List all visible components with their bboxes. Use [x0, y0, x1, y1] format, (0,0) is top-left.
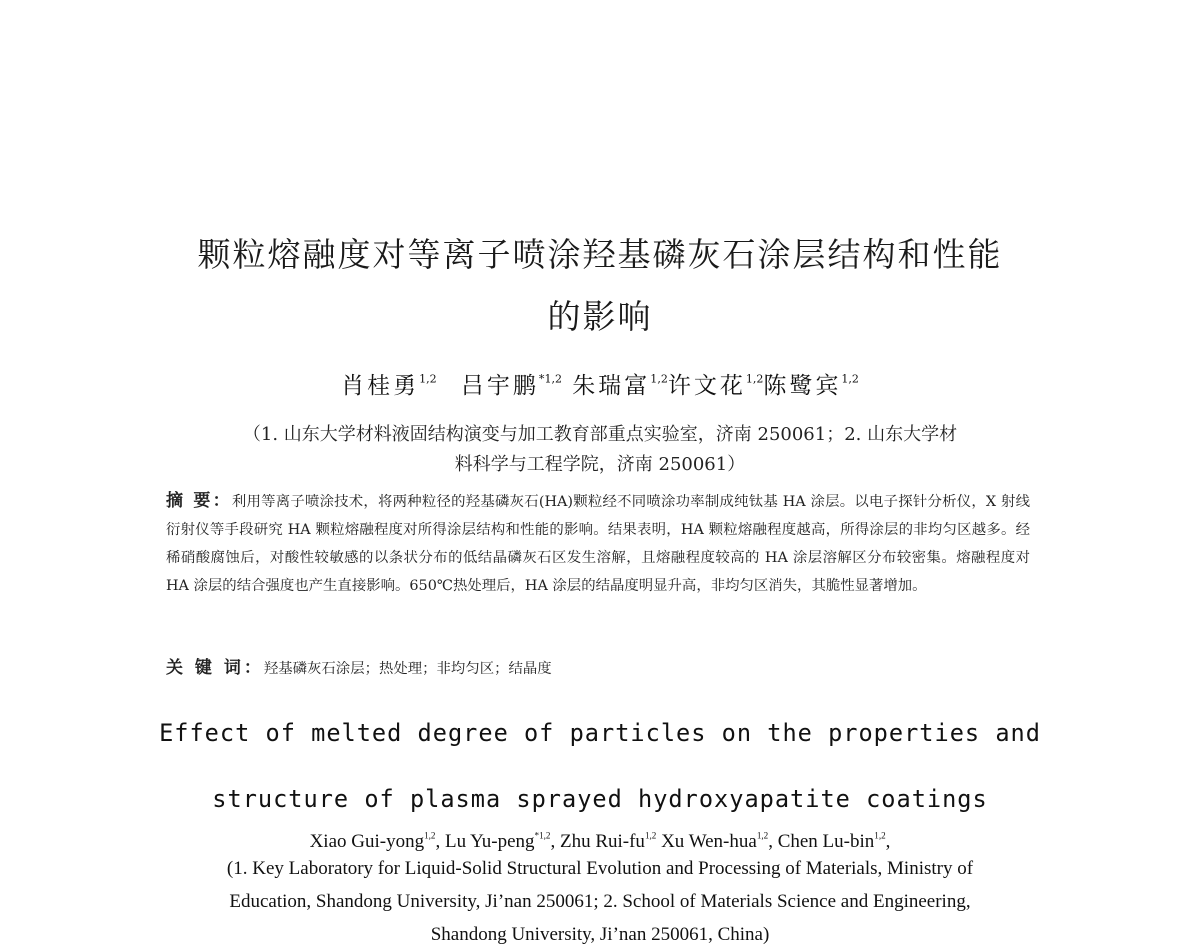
chinese-title-line-1: 颗粒熔融度对等离子喷涂羟基磷灰石涂层结构和性能: [197, 235, 1003, 274]
chinese-affiliation: [165, 420, 1035, 480]
english-author: Zhu Rui-fu$^{1,2}$: [559, 830, 657, 852]
english-affiliation-line-2: Education, Shandong University, Ji’nan 250061; 2. School of Materials Science and Engineering,: [229, 891, 971, 912]
chinese-author: 朱瑞富$^{1,2}$: [572, 373, 668, 400]
english-author: Xu Wen-hua$^{1,2}$,: [661, 830, 778, 852]
abstract-label: 摘 要：: [166, 491, 232, 511]
english-author: Chen Lu-bin$^{1,2}$,: [777, 830, 891, 852]
english-affiliation-line-1: (1. Key Laboratory for Liquid-Solid Structural Evolution and Processing of Materials, Ministry of: [226, 858, 974, 879]
english-affiliation: [150, 852, 1050, 951]
chinese-author: 许文花$^{1,2}$: [667, 373, 764, 400]
chinese-affiliation-line-2: 料科学与工程学院，济南 250061）: [454, 454, 746, 475]
english-author: Xiao Gui-yong$^{1,2}$,: [309, 830, 445, 852]
english-affiliation-line-3: Shandong University, Ji’nan 250061, China): [430, 924, 770, 945]
chinese-abstract: [166, 487, 1030, 600]
chinese-title: [0, 224, 1200, 348]
chinese-keywords: [166, 654, 1030, 683]
chinese-author-list: [0, 362, 1200, 404]
chinese-author: 陈鹭宾$^{1,2}$: [763, 373, 859, 400]
english-title-line-1: Effect of melted degree of particles on the properties and: [159, 719, 1041, 747]
chinese-title-line-2: 的影响: [547, 297, 653, 336]
abstract-text: 利用等离子喷涂技术，将两种粒径的羟基磷灰石(HA)颗粒经不同喷涂功率制成纯钛基 HA 涂层。以电子探针分析仪，X 射线衍射仪等手段研究 HA 颗粒熔融程度对所得涂层结构和性能的影响。结果表明，HA 颗粒熔融程度越高，所得涂层的非均匀区越多。经稀硝酸腐蚀后，对酸性较敏感的以条状分布的低结晶磷灰石区发生溶解，且熔融程度较高的 HA 涂层溶解区分布较密集。熔融程度对 HA 涂层的结合强度也产生直接影响。650℃热处理后，HA 涂层的结晶度明显升高，非均匀区消失，其脆性显著增加。: [166, 494, 1030, 594]
chinese-affiliation-line-1: （1. 山东大学材料液固结构演变与加工教育部重点实验室，济南 250061；2. 山东大学材: [242, 424, 958, 445]
chinese-author: 肖桂勇$^{1,2}$: [341, 373, 437, 400]
chinese-author: 吕宇鹏$^{*1,2}$: [460, 373, 562, 400]
english-title-line-2: structure of plasma sprayed hydroxyapatite coatings: [212, 785, 988, 813]
english-author: Lu Yu-peng$^{*1,2}$,: [444, 830, 560, 852]
keywords-text: 羟基磷灰石涂层；热处理；非均匀区；结晶度: [263, 661, 552, 677]
english-title: [0, 700, 1200, 832]
keywords-label: 关 键 词：: [166, 658, 264, 678]
